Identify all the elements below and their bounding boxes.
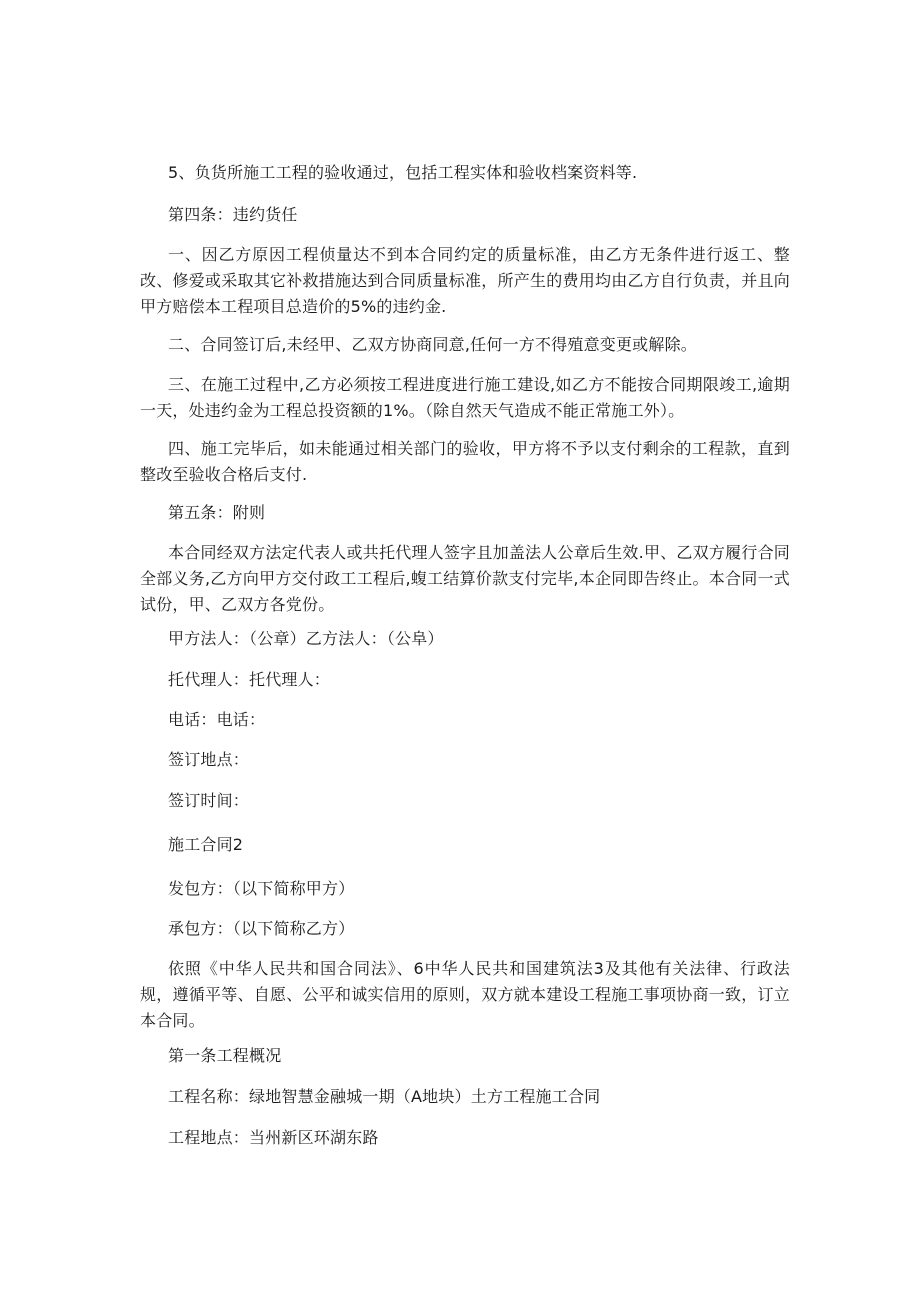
breach-clause-1: 一、因乙方原因工程侦量达不到本合同约定的质量标准，由乙方无条件进行返工、整改、修爱或采取其它补救措施达到合同质量标准，所产生的费用均由乙方自行负责，并且向甲方赔偿本工程项目总造价的5%的违约金. (140, 245, 790, 316)
clause-5-acceptance: 5、负货所施工工程的验收通过，包括工程实体和验收档案资料等. (168, 163, 638, 182)
article-5-heading: 第五条：附则 (168, 503, 266, 522)
contract-2-title: 施工合同2 (168, 835, 244, 854)
employer-line: 发包方：（以下简称甲方） (168, 879, 355, 898)
article-1-heading: 第一条工程概况 (168, 1046, 282, 1065)
supplementary-clause: 本合同经双方法定代表人或共托代理人签字且加盖法人公章后生效.甲、乙双方履行合同全部义务,乙方向甲方交付政工工程后,蝮工结算价款支付完毕,本企同即告终止。本合同一式试份，甲、乙双方各党份。 (140, 543, 790, 614)
project-location-line: 工程地点：当州新区环湖东路 (168, 1128, 379, 1147)
project-name-line: 工程名称：绿地智慧金融城一期（A地块）土方工程施工合同 (168, 1087, 601, 1106)
phone-line: 电话：电话： (168, 710, 266, 729)
contractor-line: 承包方：（以下简称乙方） (168, 919, 355, 938)
signing-time-line: 签订时间： (168, 791, 250, 810)
breach-clause-3: 三、在施工过程中,乙方必须按工程进度进行施工建设,如乙方不能按合同期限竣工,逾期一天，处违约金为工程总投资额的1%。（除自然天气造成不能正常施工外）。 (140, 375, 790, 420)
agents-line: 托代理人：托代理人： (168, 670, 331, 689)
breach-clause-4: 四、施工完毕后，如未能通过相关部门的验收，甲方将不予以支付剩余的工程款，直到整改至验收合格后支付. (140, 439, 790, 484)
legal-persons-line: 甲方法人：（公章）乙方法人：（公阜） (168, 629, 444, 648)
legal-basis-paragraph: 依照《中华人民共和国合同法》、6中华人民共和国建筑法3及其他有关法律、行政法规，遵循平等、自愿、公平和诚实信用的原则，双方就本建设工程施工事项协商一致，订立本合同。 (140, 959, 790, 1030)
breach-clause-2: 二、合同签订后,未经甲、乙双方协商同意,任何一方不得殖意变更或解除。 (168, 335, 697, 354)
signing-place-line: 签订地点： (168, 750, 250, 769)
article-4-heading: 第四条：违约货任 (168, 205, 298, 224)
